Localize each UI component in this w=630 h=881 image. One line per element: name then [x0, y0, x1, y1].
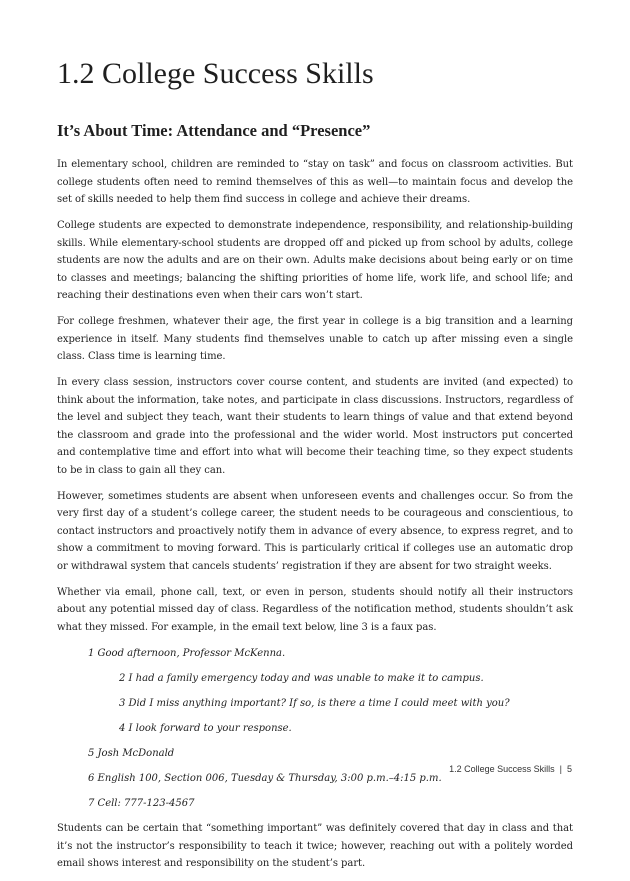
page-footer: [449, 764, 572, 774]
footer-running-title: 1.2 College Success Skills: [449, 764, 555, 774]
email-line-4: 4 I look forward to your response.: [119, 722, 292, 734]
example-email: [57, 645, 573, 813]
email-line-1: 1 Good afternoon, Professor McKenna.: [88, 647, 286, 659]
email-line-2: 2 I had a family emergency today and was unable to make it to campus.: [119, 672, 484, 684]
paragraph-2: College students are expected to demonstrate independence, responsibility, and relationship-building skills. While elementary-school students are dropped off and picked up from school by adults, college students are now the adults and are on their own. Adults make decisions about being early or on time to classes and meetings; balancing the shifting priorities of home life, work life, and school life; and reaching their destinations even when their cars won’t start.: [57, 220, 573, 301]
page-number: 5: [566, 764, 572, 774]
email-line-7: 7 Cell: 777-123-4567: [88, 797, 195, 809]
section-title: It’s About Time: Attendance and “Presence”: [57, 121, 371, 140]
paragraph-4: In every class session, instructors cover course content, and students are invited (and expected) to think about the information, take notes, and participate in class discussions. Instructors, regardless of the level and subject they teach, want their students to learn things of value and that extend beyond the classroom and grade into the professional and the wider world. Most instructors put concerted and contemplative time and effort into what will become their teaching time, so they expect students to be in class to gain all they can.: [57, 377, 573, 476]
email-line-3: 3 Did I miss anything important? If so, is there a time I could meet with you?: [119, 697, 510, 709]
footer-separator: |: [559, 764, 562, 774]
closing-paragraph: Students can be certain that “something important” was definitely covered that day in class and that it’s not the instructor’s responsibility to teach it twice; however, reaching out with a politely worded email shows interest and responsibility on the student’s part.: [57, 823, 573, 869]
email-line-6: 6 English 100, Section 006, Tuesday & Thursday, 3:00 p.m.–4:15 p.m.: [88, 772, 442, 784]
paragraph-5: However, sometimes students are absent when unforeseen events and challenges occur. So from the very first day of a student’s college career, the student needs to be courageous and conscientious, to contact instructors and proactively notify them in advance of every absence, to express regret, and to show a commitment to moving forward. This is particularly critical if colleges use an automatic drop or withdrawal system that cancels students’ registration if they are absent for two straight weeks.: [57, 490, 573, 572]
chapter-title: 1.2 College Success Skills: [57, 57, 374, 90]
email-line-5: 5 Josh McDonald: [88, 747, 175, 759]
paragraph-6: Whether via email, phone call, text, or even in person, students should notify all their instructors about any potential missed day of class. Regardless of the notification method, students shouldn’t ask what they missed. For example, in the email text below, line 3 is a faux pas.: [57, 586, 573, 633]
paragraph-3: For college freshmen, whatever their age, the first year in college is a big transition and a learning experience in itself. Many students find themselves unable to catch up after missing even a single class. Class time is learning time.: [57, 316, 573, 362]
paragraph-1: In elementary school, children are reminded to “stay on task” and focus on classroom activities. But college students often need to remind themselves of this as well—to maintain focus and develop the set of skills needed to help them find success in college and achieve their dreams.: [57, 159, 573, 205]
